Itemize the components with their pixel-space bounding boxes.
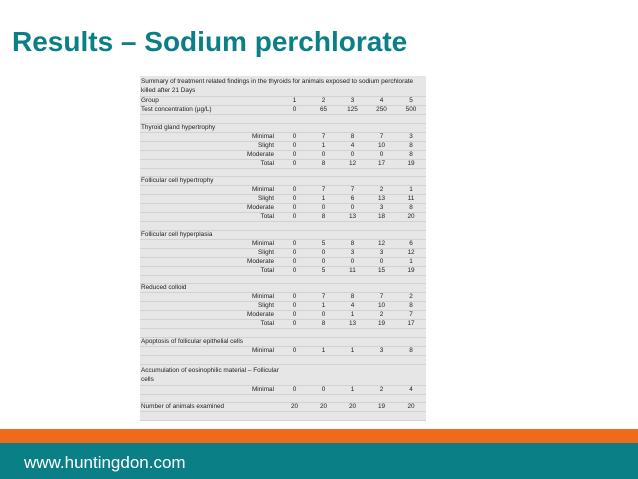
- severity-cell: 19: [396, 266, 426, 275]
- severity-cell: 8: [338, 239, 367, 248]
- concentration-cell: 0: [280, 106, 309, 115]
- severity-cell: 0: [367, 150, 396, 159]
- section-heading-row: [140, 123, 426, 132]
- severity-cell: 0: [309, 311, 338, 320]
- severity-row: [140, 293, 426, 302]
- spacer-row: [140, 355, 426, 364]
- severity-cell: 7: [338, 186, 367, 195]
- concentration-label: Test concentration (µg/L): [140, 106, 280, 115]
- severity-cell: 0: [280, 239, 309, 248]
- severity-cell: 0: [280, 141, 309, 150]
- severity-cell: 0: [280, 385, 309, 394]
- severity-cell: 10: [367, 302, 396, 311]
- severity-label: Minimal: [140, 293, 280, 302]
- severity-label: Slight: [140, 195, 280, 204]
- spacer-cell: [140, 115, 426, 124]
- severity-cell: 15: [367, 266, 396, 275]
- severity-cell: 7: [396, 311, 426, 320]
- severity-cell: 7: [309, 132, 338, 141]
- severity-row: [140, 266, 426, 275]
- section-heading-row: [140, 177, 426, 186]
- severity-row: [140, 150, 426, 159]
- severity-cell: 1: [309, 346, 338, 355]
- severity-label: Slight: [140, 248, 280, 257]
- severity-cell: 11: [338, 266, 367, 275]
- spacer-cell: [140, 394, 426, 403]
- severity-cell: 1: [309, 195, 338, 204]
- severity-row: [140, 186, 426, 195]
- severity-cell: 2: [367, 186, 396, 195]
- section-heading: Thyroid gland hypertrophy: [140, 123, 426, 132]
- section-heading-row: [140, 337, 426, 346]
- severity-cell: 18: [367, 213, 396, 222]
- accent-bar: [0, 429, 638, 443]
- severity-cell: 2: [367, 385, 396, 394]
- severity-row: [140, 248, 426, 257]
- severity-cell: 0: [280, 204, 309, 213]
- severity-cell: 1: [396, 257, 426, 266]
- severity-label: Minimal: [140, 346, 280, 355]
- severity-cell: 0: [280, 320, 309, 329]
- severity-label: Slight: [140, 302, 280, 311]
- severity-cell: 0: [309, 257, 338, 266]
- severity-cell: 0: [280, 293, 309, 302]
- severity-cell: 13: [338, 320, 367, 329]
- severity-cell: 7: [309, 186, 338, 195]
- footer-url: www.huntingdon.com: [24, 453, 186, 472]
- severity-cell: 6: [396, 239, 426, 248]
- severity-cell: 8: [338, 293, 367, 302]
- animals-examined-cell: 20: [396, 403, 426, 412]
- severity-cell: 7: [367, 293, 396, 302]
- severity-cell: 2: [396, 293, 426, 302]
- table-caption: Summary of treatment related findings in the thyroids for animals exposed to sodium perchlorate killed after 21 Days: [140, 76, 426, 97]
- severity-label: Minimal: [140, 186, 280, 195]
- severity-cell: 0: [280, 159, 309, 168]
- severity-cell: 8: [396, 150, 426, 159]
- severity-cell: 20: [396, 213, 426, 222]
- severity-cell: 19: [367, 320, 396, 329]
- animals-examined-row: [140, 403, 426, 412]
- severity-label: Total: [140, 213, 280, 222]
- concentration-row: [140, 106, 426, 115]
- severity-row: [140, 204, 426, 213]
- group-label: Group: [140, 97, 280, 106]
- severity-cell: 0: [280, 311, 309, 320]
- severity-cell: 3: [367, 248, 396, 257]
- severity-cell: 8: [396, 141, 426, 150]
- severity-cell: 3: [396, 132, 426, 141]
- concentration-cell: 125: [338, 106, 367, 115]
- severity-cell: 0: [367, 257, 396, 266]
- spacer-cell: [140, 275, 426, 284]
- severity-cell: 0: [280, 150, 309, 159]
- section-heading: Apoptosis of follicular epithelial cells: [140, 337, 426, 346]
- severity-cell: 4: [338, 302, 367, 311]
- severity-cell: 0: [280, 186, 309, 195]
- severity-row: [140, 213, 426, 222]
- severity-cell: 8: [396, 346, 426, 355]
- severity-cell: 1: [338, 311, 367, 320]
- severity-label: Total: [140, 159, 280, 168]
- severity-row: [140, 195, 426, 204]
- severity-cell: 2: [367, 311, 396, 320]
- section-heading: Follicular cell hyperplasia: [140, 230, 426, 239]
- severity-label: Moderate: [140, 204, 280, 213]
- findings-table: [140, 76, 426, 421]
- severity-cell: 19: [396, 159, 426, 168]
- spacer-cell: [140, 355, 426, 364]
- spacer-row: [140, 412, 426, 421]
- slide-title: Results – Sodium perchlorate: [12, 26, 408, 57]
- severity-cell: 13: [338, 213, 367, 222]
- severity-row: [140, 302, 426, 311]
- severity-cell: 1: [309, 141, 338, 150]
- severity-cell: 17: [367, 159, 396, 168]
- severity-cell: 0: [280, 346, 309, 355]
- severity-cell: 8: [338, 132, 367, 141]
- severity-cell: 10: [367, 141, 396, 150]
- severity-cell: 12: [367, 239, 396, 248]
- severity-cell: 5: [309, 239, 338, 248]
- animals-examined-cell: 20: [309, 403, 338, 412]
- animals-examined-label: Number of animals examined: [140, 403, 280, 412]
- severity-cell: 0: [338, 257, 367, 266]
- severity-cell: 0: [309, 248, 338, 257]
- group-row: [140, 97, 426, 106]
- spacer-cell: [140, 412, 426, 421]
- severity-cell: 1: [338, 385, 367, 394]
- severity-cell: 12: [338, 159, 367, 168]
- spacer-cell: [140, 168, 426, 177]
- spacer-cell: [140, 222, 426, 231]
- severity-cell: 6: [338, 195, 367, 204]
- severity-cell: 0: [280, 266, 309, 275]
- footer: [0, 443, 638, 479]
- severity-cell: 0: [309, 204, 338, 213]
- severity-cell: 0: [280, 213, 309, 222]
- severity-label: Total: [140, 320, 280, 329]
- spacer-row: [140, 222, 426, 231]
- severity-cell: 0: [280, 302, 309, 311]
- severity-cell: 12: [396, 248, 426, 257]
- spacer-row: [140, 168, 426, 177]
- group-cell: 2: [309, 97, 338, 106]
- severity-row: [140, 320, 426, 329]
- severity-label: Minimal: [140, 385, 280, 394]
- severity-row: [140, 385, 426, 394]
- spacer-row: [140, 394, 426, 403]
- severity-cell: 7: [367, 132, 396, 141]
- section-heading: Accumulation of eosinophilic material – Follicular cells: [140, 364, 426, 385]
- section-heading-row: [140, 230, 426, 239]
- severity-cell: 0: [338, 204, 367, 213]
- severity-cell: 0: [309, 150, 338, 159]
- severity-cell: 8: [396, 204, 426, 213]
- severity-label: Total: [140, 266, 280, 275]
- severity-cell: 0: [338, 150, 367, 159]
- severity-label: Moderate: [140, 311, 280, 320]
- severity-label: Minimal: [140, 239, 280, 248]
- severity-cell: 0: [280, 257, 309, 266]
- concentration-cell: 250: [367, 106, 396, 115]
- severity-row: [140, 159, 426, 168]
- severity-cell: 17: [396, 320, 426, 329]
- section-heading-row: [140, 284, 426, 293]
- severity-label: Moderate: [140, 257, 280, 266]
- severity-cell: 8: [309, 213, 338, 222]
- group-cell: 3: [338, 97, 367, 106]
- animals-examined-cell: 20: [338, 403, 367, 412]
- severity-row: [140, 346, 426, 355]
- severity-cell: 0: [309, 385, 338, 394]
- severity-cell: 1: [309, 302, 338, 311]
- group-cell: 1: [280, 97, 309, 106]
- severity-label: Minimal: [140, 132, 280, 141]
- severity-cell: 13: [367, 195, 396, 204]
- group-cell: 4: [367, 97, 396, 106]
- severity-label: Slight: [140, 141, 280, 150]
- spacer-cell: [140, 329, 426, 338]
- severity-cell: 0: [280, 248, 309, 257]
- severity-cell: 1: [338, 346, 367, 355]
- severity-cell: 8: [396, 302, 426, 311]
- severity-cell: 4: [396, 385, 426, 394]
- findings-table-container: [140, 76, 426, 421]
- severity-cell: 3: [367, 204, 396, 213]
- spacer-row: [140, 329, 426, 338]
- group-cell: 5: [396, 97, 426, 106]
- severity-cell: 3: [338, 248, 367, 257]
- animals-examined-cell: 20: [280, 403, 309, 412]
- severity-row: [140, 141, 426, 150]
- animals-examined-cell: 19: [367, 403, 396, 412]
- severity-row: [140, 239, 426, 248]
- section-heading-row: [140, 364, 426, 385]
- severity-cell: 0: [280, 132, 309, 141]
- severity-cell: 11: [396, 195, 426, 204]
- severity-row: [140, 257, 426, 266]
- table-caption-row: [140, 76, 426, 97]
- severity-cell: 8: [309, 320, 338, 329]
- severity-cell: 5: [309, 266, 338, 275]
- section-heading: Reduced colloid: [140, 284, 426, 293]
- severity-cell: 0: [280, 195, 309, 204]
- severity-cell: 1: [396, 186, 426, 195]
- spacer-row: [140, 115, 426, 124]
- severity-row: [140, 311, 426, 320]
- severity-cell: 3: [367, 346, 396, 355]
- severity-label: Moderate: [140, 150, 280, 159]
- severity-cell: 4: [338, 141, 367, 150]
- section-heading: Follicular cell hypertrophy: [140, 177, 426, 186]
- severity-row: [140, 132, 426, 141]
- findings-table-body: [140, 76, 426, 420]
- concentration-cell: 65: [309, 106, 338, 115]
- spacer-row: [140, 275, 426, 284]
- severity-cell: 7: [309, 293, 338, 302]
- severity-cell: 8: [309, 159, 338, 168]
- concentration-cell: 500: [396, 106, 426, 115]
